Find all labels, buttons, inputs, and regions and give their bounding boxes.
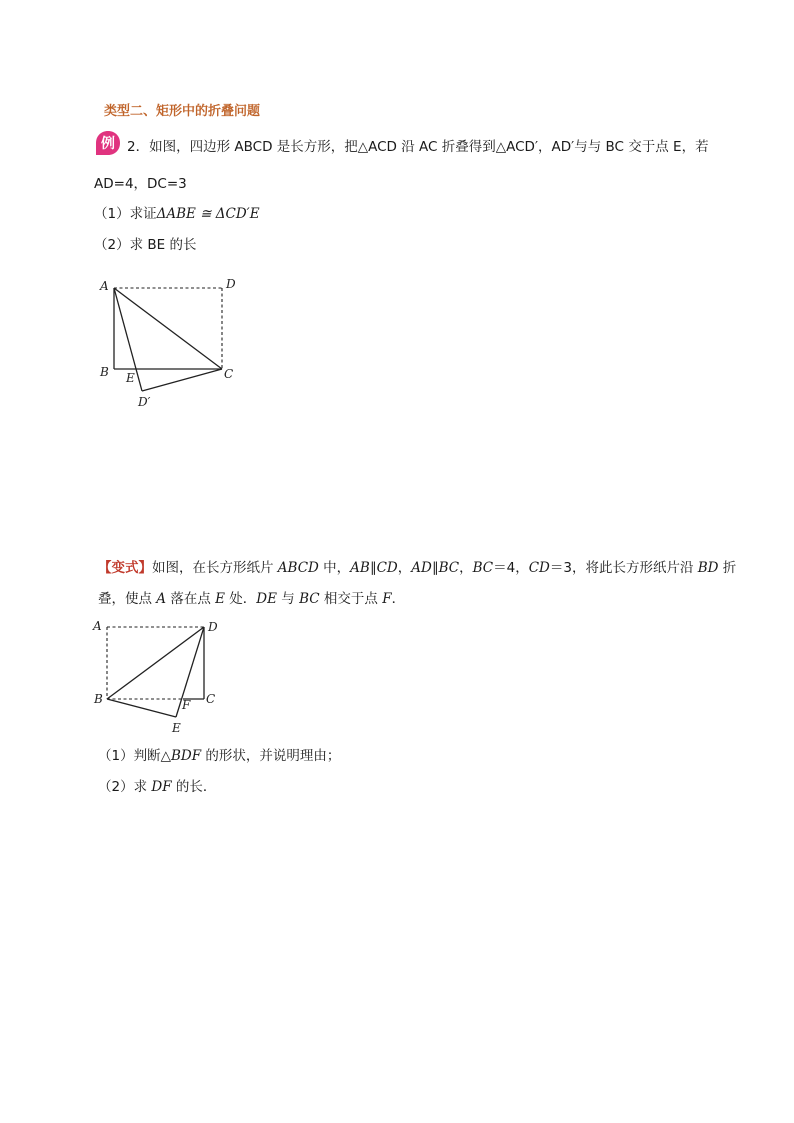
- variant-text: ．: [391, 591, 406, 607]
- variant-tag: 【变式】: [98, 560, 152, 576]
- variant-var: F: [382, 591, 392, 607]
- variant-text: 的长．: [171, 779, 217, 795]
- variant-var: ABCD: [277, 560, 319, 576]
- variant-text: 与: [276, 591, 300, 607]
- variant-var: BC: [438, 560, 460, 576]
- label-a: A: [100, 279, 109, 293]
- variant-question-2: [98, 778, 216, 796]
- example-badge-icon: [94, 129, 122, 157]
- section-title: 类型二、矩形中的折叠问题: [104, 104, 261, 119]
- label-d-prime: D′: [138, 395, 151, 409]
- badge-label: 例: [101, 136, 115, 152]
- variant-var: CD: [376, 560, 398, 576]
- variant-text: 处．: [225, 591, 257, 607]
- example-statement-line1: 2．如图，四边形 ABCD 是长方形，把△ACD 沿 AC 折叠得到△ACD′，AD′与与 BC 交于点 E，若: [127, 139, 709, 155]
- label-c: C: [206, 692, 216, 706]
- label-e: E: [126, 371, 135, 385]
- variant-text: 如图，在长方形纸片: [152, 560, 278, 576]
- label-c: C: [224, 367, 234, 381]
- label-b: B: [94, 692, 103, 706]
- variant-var: BC: [472, 560, 494, 576]
- variant-statement-line1: [98, 559, 736, 577]
- variant-var: AD: [411, 560, 432, 576]
- variant-text: 相交于点: [319, 591, 383, 607]
- variant-text: 中，: [318, 560, 351, 576]
- diagonal-bd: [107, 627, 204, 699]
- variant-statement-line2: [98, 590, 405, 608]
- label-d: D: [208, 620, 218, 634]
- variant-var: A: [156, 591, 167, 607]
- example-question-2: （2）求 BE 的长: [94, 237, 197, 253]
- variant-var: DE: [256, 591, 277, 607]
- variant-var: BD: [697, 560, 719, 576]
- variant-var: AB: [350, 560, 370, 576]
- variant-question-1: [98, 747, 340, 765]
- variant-var: BC: [299, 591, 320, 607]
- variant-text: ∥: [369, 560, 377, 576]
- label-b: B: [100, 365, 109, 379]
- edge-d-prime-c: [142, 369, 222, 391]
- example-q1-prefix: （1）求证: [94, 206, 157, 222]
- label-f: F: [182, 698, 191, 712]
- variant-text: ，: [397, 560, 412, 576]
- variant-text: 落在点: [166, 591, 216, 607]
- diagonal-ac: [114, 288, 222, 369]
- variant-text: 的形状，并说明理由；: [201, 748, 341, 764]
- variant-text: ，: [459, 560, 473, 576]
- label-a: A: [93, 619, 102, 633]
- variant-text: （2）求: [98, 779, 152, 795]
- example-figure: [90, 272, 250, 412]
- variant-var: BDF: [170, 748, 202, 764]
- variant-text: （1）判断△: [98, 748, 171, 764]
- example-q1-math: ΔABE ≅ ΔCD′E: [156, 206, 260, 222]
- variant-figure: [88, 614, 238, 740]
- example-statement-line2: AD=4，DC=3: [94, 176, 187, 192]
- variant-text: ∥: [431, 560, 439, 576]
- variant-text: 叠，使点: [98, 591, 157, 607]
- variant-var: E: [215, 591, 225, 607]
- label-e: E: [172, 721, 181, 735]
- variant-var: CD: [528, 560, 550, 576]
- label-d: D: [226, 277, 236, 291]
- variant-text: ＝4，: [493, 560, 529, 576]
- example-question-1: [94, 205, 260, 223]
- variant-var: DF: [151, 779, 172, 795]
- variant-text: ＝3，将此长方形纸片沿: [549, 560, 698, 576]
- edge-be: [107, 699, 176, 717]
- variant-text: 折: [718, 560, 737, 576]
